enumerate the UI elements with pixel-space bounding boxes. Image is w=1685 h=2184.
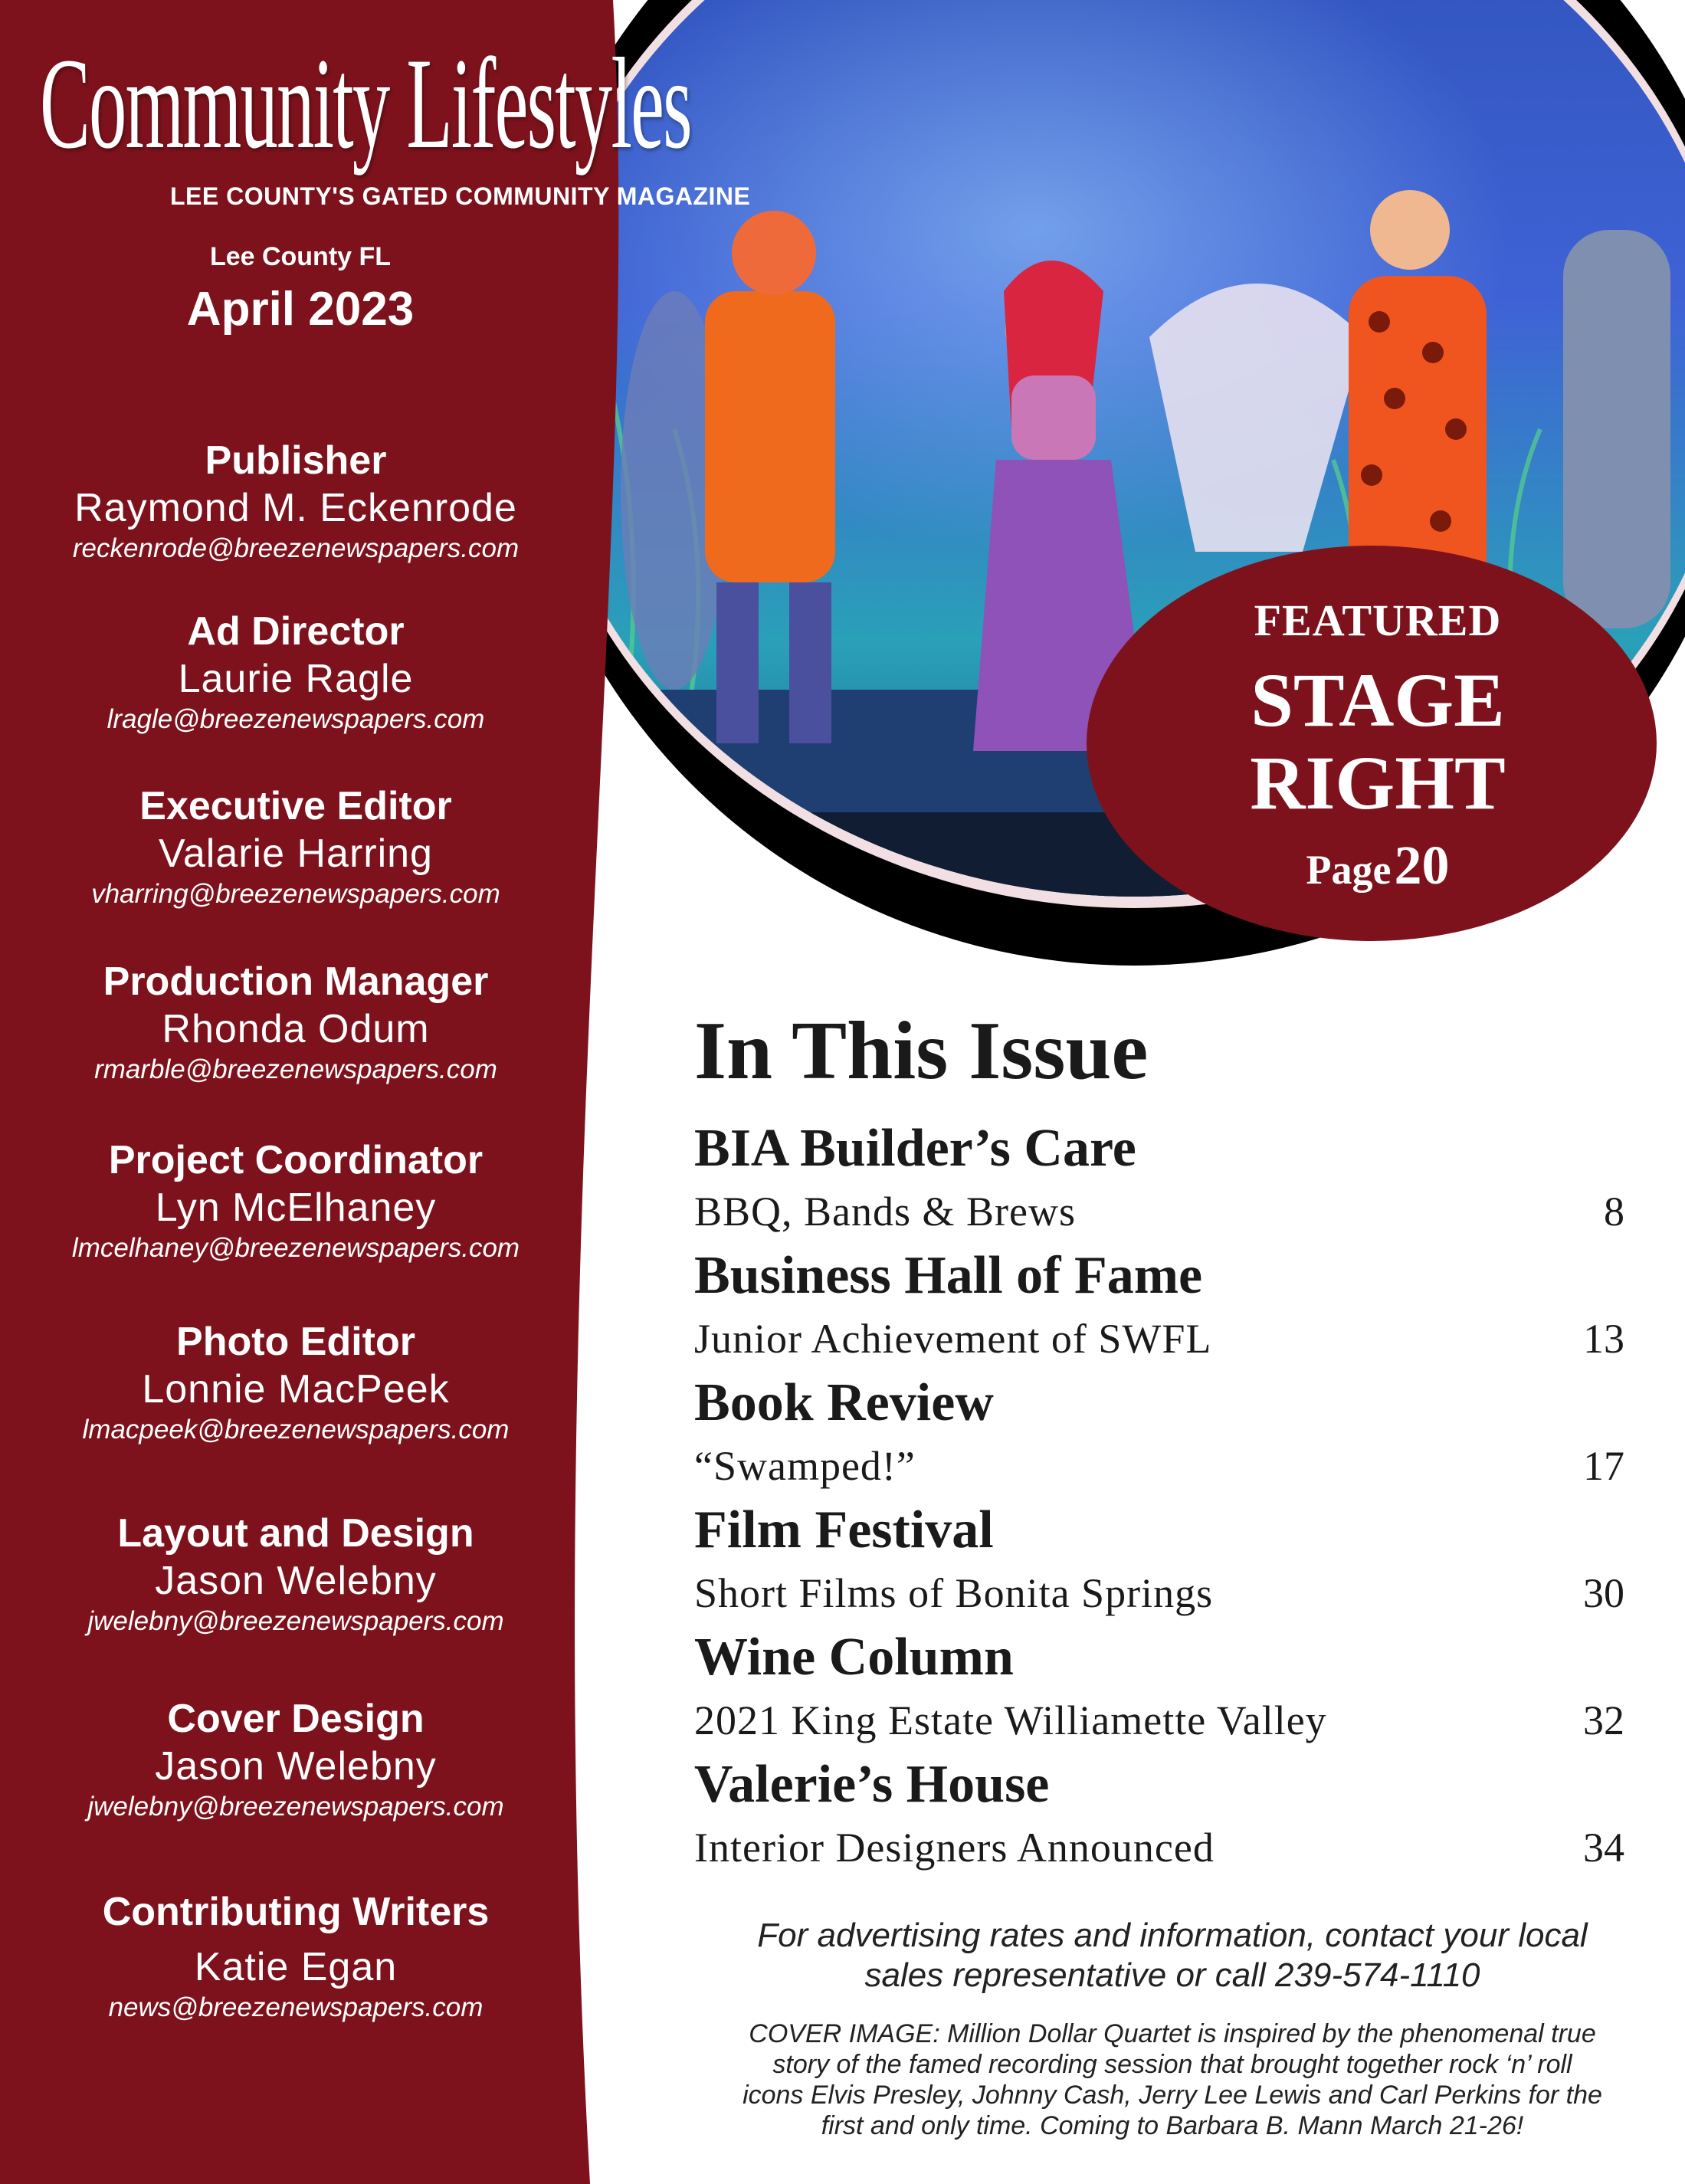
featured-title-line1: STAGE xyxy=(1251,657,1505,743)
staff-name: Jason Welebny xyxy=(155,1744,437,1789)
staff-email: rmarble@breezenewspapers.com xyxy=(94,1054,497,1084)
featured-page-label: Page xyxy=(1306,847,1392,893)
staff-role: Ad Director xyxy=(187,609,405,654)
toc-item-page: 34 xyxy=(1583,1825,1624,1871)
cover-note-line: icons Elvis Presley, Johnny Cash, Jerry Lee Lewis and Carl Perkins for the xyxy=(743,2081,1602,2110)
staff-entry xyxy=(28,437,564,566)
staff-entry xyxy=(28,958,564,1087)
toc-item-page: 32 xyxy=(1583,1697,1624,1743)
toc-item-page: 13 xyxy=(1583,1316,1624,1362)
toc-item-page: 8 xyxy=(1604,1189,1624,1235)
staff-entry xyxy=(28,782,564,911)
masthead-title: Community Lifestyles xyxy=(40,31,691,175)
advertising-note-line: sales representative or call 239-574-1110 xyxy=(864,1956,1480,1994)
staff-role: Executive Editor xyxy=(139,784,452,828)
cover-image-note xyxy=(674,2018,1670,2141)
toc-item-title: Film Festival xyxy=(694,1500,994,1559)
cover-note-line: COVER IMAGE: Million Dollar Quartet is inspired by the phenomenal true xyxy=(749,2019,1596,2048)
toc-item-subtitle: Interior Designers Announced xyxy=(694,1825,1215,1871)
featured-page-number: 20 xyxy=(1394,835,1450,896)
staff-entry xyxy=(28,1510,564,1638)
toc-item[interactable] xyxy=(694,1625,1624,1752)
toc-item[interactable] xyxy=(694,1497,1624,1625)
toc-item-subtitle: 2021 King Estate Williamette Valley xyxy=(694,1697,1327,1743)
staff-email: lmacpeek@breezenewspapers.com xyxy=(82,1415,510,1445)
staff-entry xyxy=(28,1318,564,1447)
staff-entry xyxy=(28,1695,564,1824)
staff-name: Lonnie MacPeek xyxy=(142,1367,450,1412)
featured-page xyxy=(1087,834,1669,897)
toc-item-title: Business Hall of Fame xyxy=(694,1246,1203,1305)
staff-role: Contributing Writers xyxy=(102,1890,490,1934)
staff-email: lragle@breezenewspapers.com xyxy=(107,704,485,734)
toc-item-subtitle: “Swamped!” xyxy=(694,1443,916,1489)
staff-email: news@breezenewspapers.com xyxy=(108,1992,484,2022)
toc-heading: In This Issue xyxy=(694,1005,1149,1097)
featured-title[interactable] xyxy=(1087,659,1669,825)
staff-role: Cover Design xyxy=(167,1697,425,1741)
featured-title-line2: RIGHT xyxy=(1250,740,1506,825)
toc-item-title: BIA Builder’s Care xyxy=(694,1119,1136,1178)
staff-role: Publisher xyxy=(205,438,387,483)
toc-list xyxy=(694,1116,1624,1879)
staff-name: Valarie Harring xyxy=(159,831,433,876)
issue-location: Lee County FL xyxy=(209,242,392,271)
featured-label: FEATURED xyxy=(1254,595,1502,645)
staff-role: Production Manager xyxy=(103,959,489,1004)
toc-item[interactable] xyxy=(694,1116,1624,1243)
staff-email: vharring@breezenewspapers.com xyxy=(91,879,500,909)
toc-item-subtitle: BBQ, Bands & Brews xyxy=(694,1189,1077,1235)
advertising-note-line: For advertising rates and information, contact your local xyxy=(757,1917,1588,1954)
staff-entry xyxy=(28,1888,564,2025)
staff-role: Photo Editor xyxy=(176,1320,415,1364)
toc-item-title: Valerie’s House xyxy=(694,1755,1050,1814)
cover-note-line: story of the famed recording session that brought together rock ‘n’ roll xyxy=(772,2050,1572,2079)
staff-email: jwelebny@breezenewspapers.com xyxy=(87,1606,504,1636)
staff-name: Jason Welebny xyxy=(155,1559,437,1603)
staff-role: Project Coordinator xyxy=(108,1138,484,1182)
toc-item-page: 17 xyxy=(1583,1443,1624,1489)
toc-item-title: Book Review xyxy=(694,1373,994,1432)
cover-note-line: first and only time. Coming to Barbara B. Mann March 21-26! xyxy=(821,2111,1524,2140)
staff-entry xyxy=(28,1136,564,1265)
toc-item-title: Wine Column xyxy=(694,1628,1014,1687)
toc-item[interactable] xyxy=(694,1370,1624,1497)
staff-email: lmcelhaney@breezenewspapers.com xyxy=(71,1233,520,1263)
advertising-note xyxy=(674,1916,1670,1995)
toc-item-subtitle: Junior Achievement of SWFL xyxy=(694,1316,1212,1362)
staff-name: Lyn McElhaney xyxy=(155,1185,437,1230)
staff-name: Raymond M. Eckenrode xyxy=(74,486,517,530)
staff-role: Layout and Design xyxy=(117,1511,474,1556)
toc-item[interactable] xyxy=(694,1243,1624,1370)
issue-date: April 2023 xyxy=(186,283,415,336)
toc-item-page: 30 xyxy=(1583,1570,1624,1616)
staff-name: Katie Egan xyxy=(194,1945,398,1989)
staff-name: Rhonda Odum xyxy=(162,1007,430,1051)
staff-email: reckenrode@breezenewspapers.com xyxy=(72,533,520,563)
staff-entry xyxy=(28,608,564,736)
staff-email: jwelebny@breezenewspapers.com xyxy=(87,1792,504,1822)
toc-item-subtitle: Short Films of Bonita Springs xyxy=(694,1570,1214,1616)
masthead-subtitle: LEE COUNTY'S GATED COMMUNITY MAGAZINE xyxy=(170,182,751,210)
staff-name: Laurie Ragle xyxy=(178,657,414,701)
toc-item[interactable] xyxy=(694,1752,1624,1879)
